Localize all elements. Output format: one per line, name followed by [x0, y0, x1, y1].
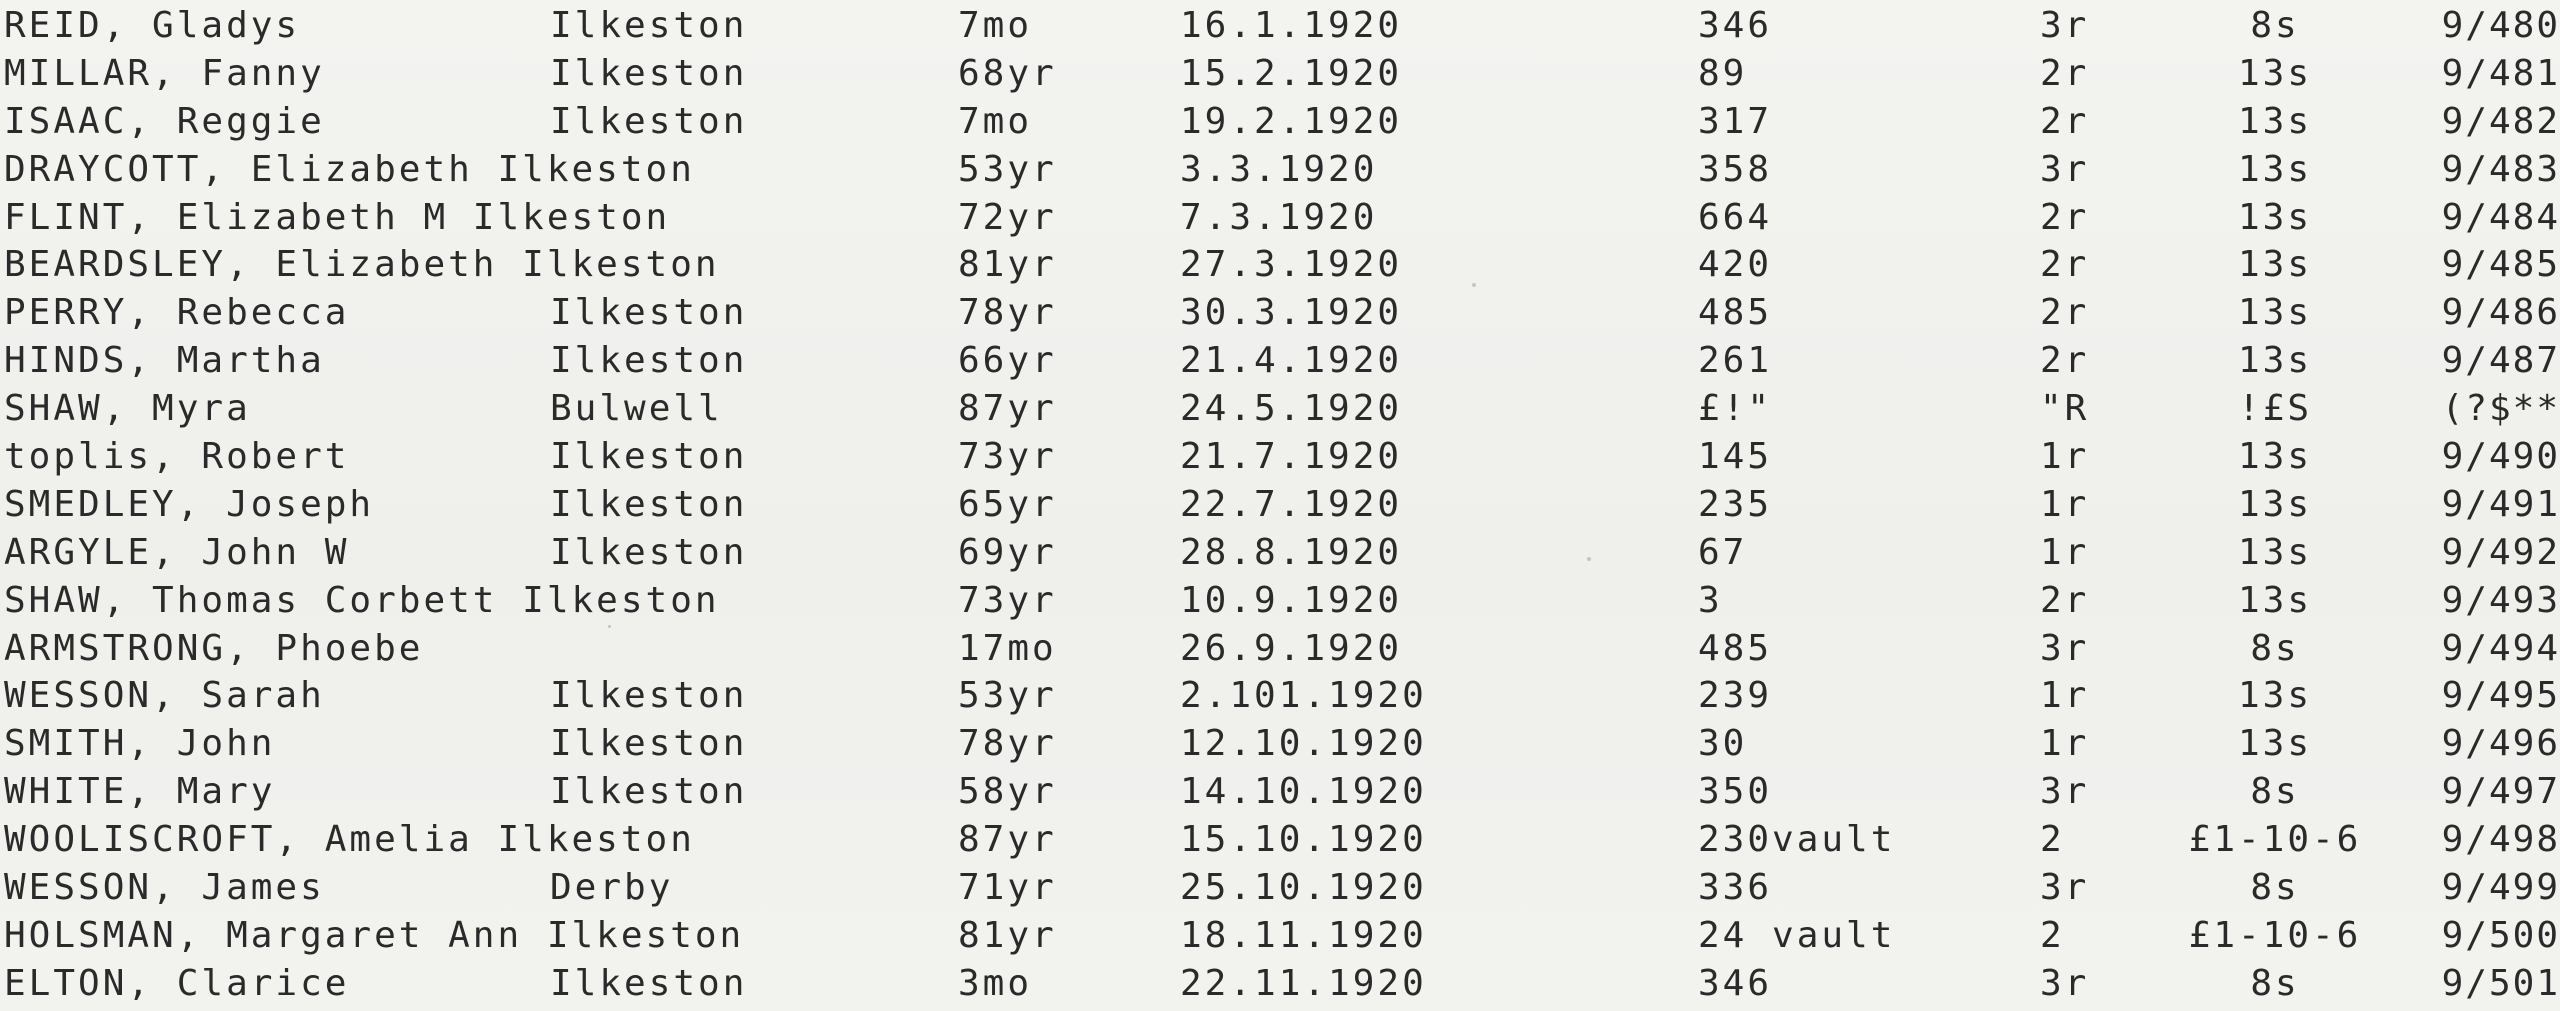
grave-number: £!" [1698, 388, 1773, 430]
register-ref: 9/494 [2441, 627, 2560, 669]
age: 53yr [958, 148, 1057, 190]
burial-date: 16.1.1920 [1180, 5, 1403, 46]
register-row [0, 50, 2560, 98]
grave-row: 1r [2040, 723, 2090, 765]
register-row [0, 241, 2560, 289]
register-row [0, 960, 2560, 1008]
grave-number: 145 [1698, 436, 1773, 478]
deceased-name: SMITH, John [4, 723, 276, 765]
deceased-name: HINDS, Martha [4, 340, 325, 382]
deceased-name: BEARDSLEY, Elizabeth Ilkeston [4, 244, 720, 286]
burial-date: 3.3.1920 [1180, 148, 1378, 190]
residence: Derby [550, 867, 674, 909]
burial-date: 14.10.1920 [1180, 771, 1427, 813]
register-row [0, 912, 2560, 960]
register-ref: 9/499 [2441, 867, 2560, 909]
register-ref: 9/490 [2441, 436, 2560, 478]
fee: 13s [2237, 244, 2313, 286]
age: 71yr [958, 867, 1057, 909]
register-ref: 9/491 [2441, 483, 2560, 525]
residence: Ilkeston [550, 100, 748, 142]
fee: £1-10-6 [2188, 819, 2362, 861]
register-ref: 9/495 [2441, 675, 2560, 717]
residence: Ilkeston [550, 5, 748, 46]
age: 78yr [958, 292, 1057, 334]
residence: Bulwell [550, 388, 723, 430]
register-row [0, 194, 2560, 242]
grave-number: 485 [1698, 292, 1773, 334]
deceased-name: ARMSTRONG, Phoebe [4, 627, 424, 669]
register-row [0, 2, 2560, 50]
age: 66yr [958, 340, 1057, 382]
age: 68yr [958, 52, 1057, 94]
burial-date: 26.9.1920 [1180, 627, 1403, 669]
register-ref: 9/500 [2441, 914, 2560, 956]
grave-number: 358 [1698, 148, 1773, 190]
register-ref: 9/485 [2441, 244, 2560, 286]
register-row [0, 768, 2560, 816]
grave-row: 2 [2040, 914, 2065, 956]
register-ref: 9/497 [2441, 771, 2560, 813]
fee: 13s [2237, 52, 2313, 94]
register-row [0, 672, 2560, 720]
burial-date: 28.8.1920 [1180, 531, 1403, 573]
deceased-name: HOLSMAN, Margaret Ann Ilkeston [4, 914, 745, 956]
deceased-name: WHITE, Mary [4, 771, 276, 813]
grave-row: 2r [2040, 52, 2090, 94]
fee: 8s [2250, 867, 2300, 909]
burial-date: 2.101.1920 [1180, 675, 1427, 717]
residence: Ilkeston [550, 292, 748, 334]
fee: 13s [2237, 100, 2313, 142]
register-ref: 9/496 [2441, 723, 2560, 765]
grave-number: 485 [1698, 627, 1773, 669]
register-row [0, 481, 2560, 529]
fee: 8s [2250, 962, 2300, 1004]
age: 87yr [958, 819, 1057, 861]
grave-number: 261 [1698, 340, 1773, 382]
residence: Ilkeston [550, 771, 748, 813]
register-row [0, 625, 2560, 673]
paper-speck [1587, 557, 1591, 561]
grave-number: 89 [1698, 52, 1748, 94]
grave-row: 3r [2040, 5, 2090, 46]
age: 17mo [958, 627, 1057, 669]
burial-date: 21.4.1920 [1180, 340, 1403, 382]
residence: Ilkeston [550, 531, 748, 573]
fee: 13s [2237, 483, 2313, 525]
register-row [0, 577, 2560, 625]
fee: 13s [2237, 196, 2313, 238]
deceased-name: FLINT, Elizabeth M Ilkeston [4, 196, 671, 238]
register-ref: 9/498 [2441, 819, 2560, 861]
burial-date: 15.2.1920 [1180, 52, 1403, 94]
register-ref: 9/501 [2441, 962, 2560, 1004]
burial-date: 18.11.1920 [1180, 914, 1427, 956]
residence: Ilkeston [550, 340, 748, 382]
grave-number: 235 [1698, 483, 1773, 525]
deceased-name: SMEDLEY, Joseph [4, 483, 375, 525]
register-row [0, 289, 2560, 337]
grave-number: 3 [1698, 579, 1723, 621]
age: 73yr [958, 436, 1057, 478]
residence: Ilkeston [550, 52, 748, 94]
deceased-name: DRAYCOTT, Elizabeth Ilkeston [4, 148, 695, 190]
age: 69yr [958, 531, 1057, 573]
burial-register [0, 2, 2560, 1008]
burial-date: 22.7.1920 [1180, 483, 1403, 525]
deceased-name: SHAW, Thomas Corbett Ilkeston [4, 579, 720, 621]
grave-row: 1r [2040, 531, 2090, 573]
grave-number: 230vault [1698, 819, 1896, 861]
grave-row: 1r [2040, 675, 2090, 717]
age: 7mo [958, 100, 1033, 142]
grave-row: 3r [2040, 627, 2090, 669]
fee: !£S [2237, 388, 2313, 430]
register-ref: (?$** [2441, 388, 2560, 430]
grave-row: 3r [2040, 867, 2090, 909]
grave-number: 30 [1698, 723, 1748, 765]
grave-number: 24 vault [1698, 914, 1896, 956]
grave-row: 3r [2040, 962, 2090, 1004]
age: 65yr [958, 483, 1057, 525]
register-row [0, 816, 2560, 864]
deceased-name: REID, Gladys [4, 5, 301, 46]
residence: Ilkeston [550, 723, 748, 765]
fee: £1-10-6 [2188, 914, 2362, 956]
fee: 8s [2250, 771, 2300, 813]
paper-speck [608, 625, 611, 628]
age: 7mo [958, 5, 1033, 46]
register-row [0, 337, 2560, 385]
fee: 13s [2237, 723, 2313, 765]
grave-row: 1r [2040, 483, 2090, 525]
register-ref: 9/493 [2441, 579, 2560, 621]
age: 81yr [958, 244, 1057, 286]
burial-date: 30.3.1920 [1180, 292, 1403, 334]
grave-number: 346 [1698, 5, 1773, 46]
age: 81yr [958, 914, 1057, 956]
register-row [0, 433, 2560, 481]
register-row [0, 98, 2560, 146]
deceased-name: ARGYLE, John W [4, 531, 350, 573]
deceased-name: SHAW, Myra [4, 388, 251, 430]
fee: 13s [2237, 148, 2313, 190]
residence: Ilkeston [550, 483, 748, 525]
residence: Ilkeston [550, 962, 748, 1004]
grave-row: 2r [2040, 292, 2090, 334]
grave-row: 1r [2040, 436, 2090, 478]
burial-date: 19.2.1920 [1180, 100, 1403, 142]
register-ref: 9/484 [2441, 196, 2560, 238]
grave-row: 2r [2040, 579, 2090, 621]
deceased-name: ELTON, Clarice [4, 962, 350, 1004]
residence: Ilkeston [550, 436, 748, 478]
age: 78yr [958, 723, 1057, 765]
fee: 13s [2237, 675, 2313, 717]
deceased-name: MILLAR, Fanny [4, 52, 325, 94]
grave-row: 2 [2040, 819, 2065, 861]
deceased-name: ISAAC, Reggie [4, 100, 325, 142]
grave-number: 239 [1698, 675, 1773, 717]
grave-row: 2r [2040, 340, 2090, 382]
burial-date: 7.3.1920 [1180, 196, 1378, 238]
deceased-name: WESSON, James [4, 867, 325, 909]
fee: 8s [2250, 627, 2300, 669]
register-ref: 9/481 [2441, 52, 2560, 94]
age: 87yr [958, 388, 1057, 430]
grave-number: 420 [1698, 244, 1773, 286]
burial-date: 10.9.1920 [1180, 579, 1403, 621]
grave-number: 336 [1698, 867, 1773, 909]
age: 58yr [958, 771, 1057, 813]
burial-date: 24.5.1920 [1180, 388, 1403, 430]
register-ref: 9/483 [2441, 148, 2560, 190]
grave-row: 2r [2040, 196, 2090, 238]
burial-date: 21.7.1920 [1180, 436, 1403, 478]
grave-number: 664 [1698, 196, 1773, 238]
register-row [0, 146, 2560, 194]
deceased-name: WESSON, Sarah [4, 675, 325, 717]
burial-date: 25.10.1920 [1180, 867, 1427, 909]
fee: 13s [2237, 579, 2313, 621]
grave-row: "R [2040, 388, 2090, 430]
register-row [0, 529, 2560, 577]
burial-date: 27.3.1920 [1180, 244, 1403, 286]
burial-date: 12.10.1920 [1180, 723, 1427, 765]
burial-date: 22.11.1920 [1180, 962, 1427, 1004]
register-row [0, 720, 2560, 768]
deceased-name: PERRY, Rebecca [4, 292, 350, 334]
fee: 8s [2250, 5, 2300, 46]
grave-number: 67 [1698, 531, 1748, 573]
register-ref: 9/487 [2441, 340, 2560, 382]
grave-number: 346 [1698, 962, 1773, 1004]
register-ref: 9/480 [2441, 5, 2560, 46]
grave-number: 350 [1698, 771, 1773, 813]
fee: 13s [2237, 340, 2313, 382]
fee: 13s [2237, 531, 2313, 573]
grave-row: 3r [2040, 771, 2090, 813]
register-ref: 9/492 [2441, 531, 2560, 573]
age: 3mo [958, 962, 1033, 1004]
register-row [0, 385, 2560, 433]
deceased-name: WOOLISCROFT, Amelia Ilkeston [4, 819, 695, 861]
age: 53yr [958, 675, 1057, 717]
register-ref: 9/486 [2441, 292, 2560, 334]
grave-row: 2r [2040, 100, 2090, 142]
burial-date: 15.10.1920 [1180, 819, 1427, 861]
paper-speck [1472, 283, 1476, 287]
grave-number: 317 [1698, 100, 1773, 142]
register-row [0, 864, 2560, 912]
grave-row: 2r [2040, 244, 2090, 286]
deceased-name: toplis, Robert [4, 436, 350, 478]
age: 73yr [958, 579, 1057, 621]
grave-row: 3r [2040, 148, 2090, 190]
age: 72yr [958, 196, 1057, 238]
fee: 13s [2237, 292, 2313, 334]
residence: Ilkeston [550, 675, 748, 717]
register-ref: 9/482 [2441, 100, 2560, 142]
fee: 13s [2237, 436, 2313, 478]
